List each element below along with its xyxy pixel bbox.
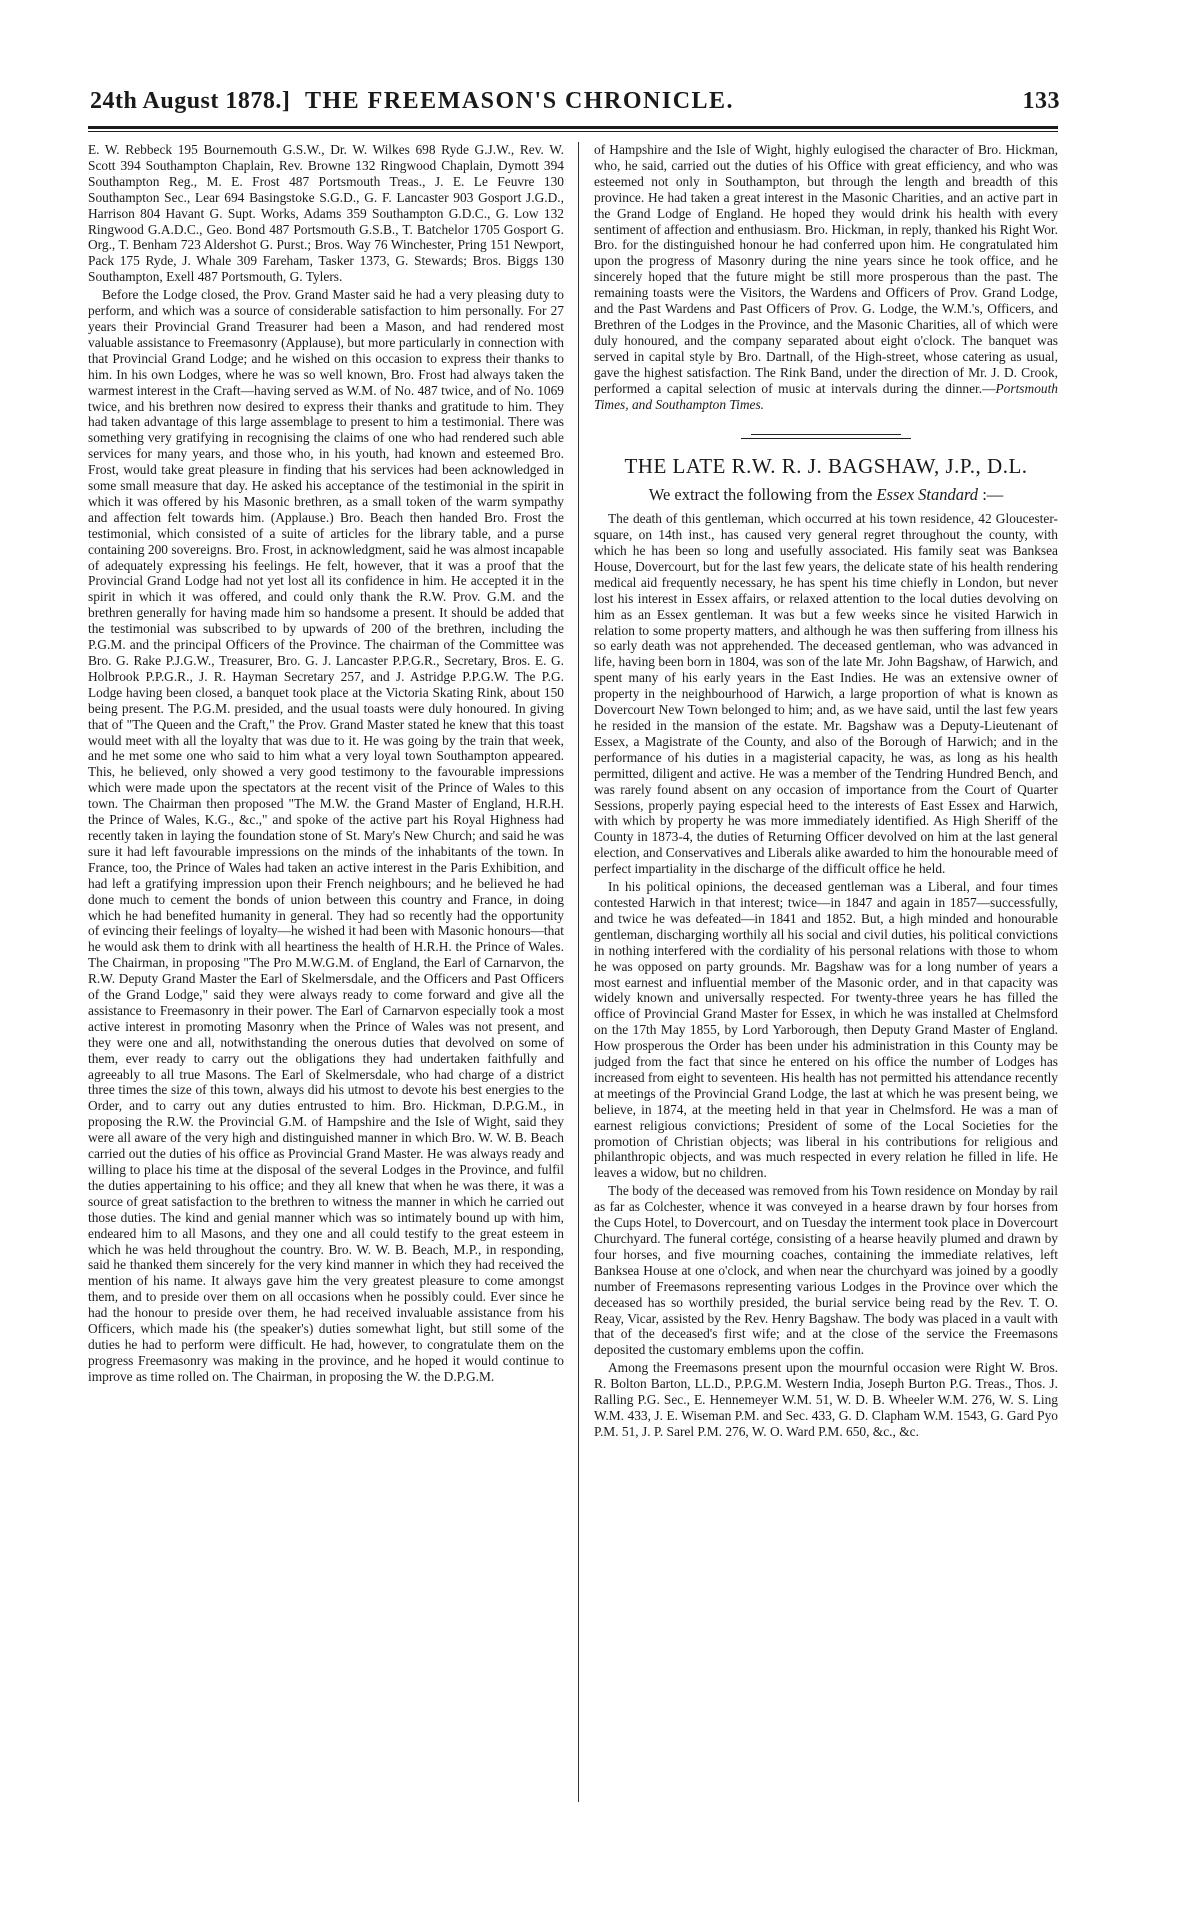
section-rule-bottom — [741, 438, 911, 439]
toast-continuation-paragraph — [594, 142, 1058, 412]
page-number: 133 — [1022, 88, 1060, 114]
subhead-text: We extract the following from the — [648, 485, 877, 505]
newspaper-page — [60, 80, 1080, 1890]
article-subheading — [594, 487, 1058, 503]
subhead-source: Essex Standard — [876, 485, 979, 505]
toast-source: Portsmouth Times, and Southampton Times. — [594, 380, 1058, 412]
section-rule-top — [751, 434, 901, 435]
obituary-paragraph-2: In his political opinions, the deceased gentleman was a Liberal, and four times contested Harwich in that interest; twice—in 1847 and again in 1857—successfully, and twice he was defeated—in 1841 and 1852. But, a high minded and honourable gentleman, discharging worthily all his social and civil duties, his political convictions in nothing interfered with the cordiality of his personal relations with those to whom he was opposed on party grounds. Mr. Bagshaw was for a long number of years a most earnest and influential member of the Masonic order, and in that capacity was widely known and universally respected. For twenty-three years he has filled the office of Provincial Grand Master for Essex, in which he was installed at Chelmsford on the 17th May 1855, by Lord Yarborough, then Deputy Grand Master of England. How prosperous the Order has been under his administration in this County may be judged from the fact that since he entered on his office the number of Lodges has increased from eight to seventeen. His health has not permitted his attendance recently at meetings of the Provincial Grand Lodge, the last at which he was present being, we believe, in 1874, at the meeting held in that year in Chelmsford. He was a man of earnest religious convictions; President of some of the Local Societies for the promotion of Christian objects; was liberal in his contributions for religious and philanthropic objects, and was much respected in every relation he filled in life. He leaves a widow, but no children. — [594, 879, 1058, 1181]
lodge-closing-paragraph: Before the Lodge closed, the Prov. Grand Master said he had a very pleasing duty to perform, and which was a source of considerable satisfaction to him personally. For 27 years their Provincial Grand Treasurer had been a Mason, and had rendered most valuable assistance to Freemasonry (Applause), but more particularly in connection with that Provincial Grand Lodge; and he wished on this occasion to express their thanks to him. In his own Lodges, where he was so well known, Bro. Frost had always taken the warmest interest in the Craft—having served as W.M. of No. 487 twice, and of No. 1069 twice, and his brethren now desired to express their thanks and gratitude to him. They had taken advantage of this large assemblage to present to him a testimonial. There was something very gratifying in recognising the claims of one who had rendered such able services for many years, and those who, in his youth, had known and esteemed Bro. Frost, would take great pleasure in finding that his services had been acknowledged in some small measure that day. He asked his acceptance of the testimonial in the spirit in which it was offered by his Masonic brethren, as a small token of the warm sympathy and affection felt towards him. (Applause.) Bro. Beach then handed Bro. Frost the testimonial, which consisted of a suite of articles for the library table, and a purse containing 200 sovereigns. Bro. Frost, in acknowledgment, said he was almost incapable of adequately expressing his feelings. He felt, however, that it was a proof that the Provincial Grand Lodge had not yet lost all its confidence in him. He accepted it in the spirit in which it was offered, and could only thank the R.W. Prov. G.M. and the brethren generally for having made him so handsome a present. It should be added that the testimonial was subscribed to by upwards of 200 of the brethren, including the P.G.M. and the principal Officers of the Province. The chairman of the Committee was Bro. G. Rake P.J.G.W., Treasurer, Bro. G. J. Lancaster P.P.G.R., Secretary, Bros. E. G. Holbrook P.P.G.R., J. R. Hayman Secretary 257, and J. Astridge P.P.G.W. The P.G. Lodge having been closed, a banquet took place at the Victoria Skating Rink, about 150 being present. The P.G.M. presided, and the usual toasts were duly honoured. In giving that of "The Queen and the Craft," the Prov. Grand Master stated he knew that this toast would meet with all the loyalty that was due to it. He was going by the train that week, and he met some one who said to him what a very loyal town Southampton appeared. This, he believed, only showed a very good testimony to the favourable impressions which were made upon the spectators at the recent visit of the Prince of Wales to this town. The Chairman then proposed "The M.W. the Grand Master of England, H.R.H. the Prince of Wales, K.G., &c.," and spoke of the active part his Royal Highness had recently taken in laying the foundation stone of St. Mary's New Church; and said he was sure it had left favourable impressions on the minds of the inhabitants of the town. In France, too, the Prince of Wales had taken an active interest in the Paris Exhibition, and had left a gratifying impression upon their French neighbours; and he believed he had done much to cement the bonds of union between this country and France, in doing which he had benefited humanity in general. They had so recently had the opportunity of evincing their feelings of loyalty—he wished it had been with Masonic honours—that he would ask them to drink with all heartiness the health of H.R.H. the Prince of Wales. The Chairman, in proposing "The Pro M.W.G.M. of England, the Earl of Carnarvon, the R.W. Deputy Grand Master the Earl of Skelmersdale, and the Officers and Past Officers of the Grand Lodge," said they were always ready to come forward and give all the assistance to Freemasonry in their power. The Earl of Carnarvon especially took a most active interest in promoting Masonry when the Prince of Wales was not present, and they were one and all, notwithstanding the onerous duties that devolved on some of them, ever ready to carry out the obligations they had undertaken faithfully and agreeably to all true Masons. The Earl of Skelmersdale, who had charge of a district three times the size of this town, always did his utmost to devote his best energies to the Order, and to carry out any duties entrusted to him. Bro. Hickman, D.P.G.M., in proposing the R.W. the Provincial G.M. of Hampshire and the Isle of Wight, said they were all aware of the very high and distinguished manner in which Bro. W. W. B. Beach carried out the duties of his office as Provincial Grand Master. He was always ready and willing to place his time at the disposal of the several Lodges in the Province, and fulfil the duties appertaining to his office; and they all knew that when he was there, it was a source of great satisfaction to the brethren to witness the manner in which he carried out those duties. The kind and genial manner which was so intimately bound up with him, endeared him to all Masons, and they one and all could testify to the great esteem in which he was held throughout the country. Bro. W. W. B. Beach, M.P., in responding, said he thanked them sincerely for the very kind manner in which they had received the mention of his name. It always gave him the very greatest pleasure to come amongst them, and to preside over them on all occasions when he possibly could. Ever since he had the honour to preside over them, he had received invaluable assistance from his Officers, which made his (the speaker's) duties somewhat light, but still some of the duties he had to perform were difficult. He had, however, to congratulate them on the progress Freemasonry was making in the province, and he hoped it would continue to improve as time rolled on. The Chairman, in proposing the W. the D.P.G.M. — [88, 287, 564, 1384]
obituary-paragraph-1: The death of this gentleman, which occurred at his town residence, 42 Gloucester-square, on 14th inst., has caused very general regret throughout the county, with which he has been so long and usefully associated. His family seat was Banksea House, Dovercourt, but for the last few years, the delicate state of his health rendering medical aid frequently necessary, he has spent his time chiefly in London, but never lost his interest in Essex affairs, or relaxed attention to the local duties devolving on him as an Essex gentleman. It was but a few weeks since he visited Harwich in relation to some property matters, and although he was then suffering from illness his so early death was not apprehended. The deceased gentleman, who was advanced in life, having been born in 1804, was son of the late Mr. John Bagshaw, of Harwich, and spent many of his early years in the East Indies. He was an extensive owner of property in the neighbourhood of Harwich, a large proportion of what is known as Dovercourt New Town belonged to him; and, as we have said, until the last few years he resided in the mansion of the estate. Mr. Bagshaw was a Deputy-Lieutenant of Essex, a Magistrate of the County, and also of the Borough of Harwich; and in the performance of his duties in a magisterial capacity, he was, as long as his health permitted, diligent and active. He was a member of the Tendring Hundred Bench, and was rarely found absent on any occasion of importance from the Court of Quarter Sessions, properly paying especial heed to the interests of East Essex and Harwich, with which by property he was more immediately identified. As High Sheriff of the County in 1873-4, the duties of Returning Officer devolved on him at the last general election, and Conservatives and Liberals alike awarded to him the honourable meed of perfect impartiality in the discharge of the difficult office he held. — [594, 511, 1058, 877]
publication-title: THE FREEMASON'S CHRONICLE. — [305, 88, 735, 114]
article-heading: THE LATE R.W. R. J. BAGSHAW, J.P., D.L. — [624, 454, 1028, 479]
obituary-paragraph-3: The body of the deceased was removed from his Town residence on Monday by rail as far as Colchester, whence it was conveyed in a hearse drawn by four horses from the Cups Hotel, to Dovercourt, and on Tuesday the interment took place in Dovercourt Churchyard. The funeral cortége, consisting of a hearse heavily plumed and drawn by four horses, and five mourning coaches, containing the immediate relatives, left Banksea House at one o'clock, and when near the churchyard was joined by a goodly number of Freemasons representing various Lodges in the Province over which the deceased has so worthily presided, the burial service being read by the Rev. T. O. Reay, Vicar, assisted by the Rev. Henry Bagshaw. The body was placed in a vault with that of the deceased's first wife; and at the close of the service the Freemasons deposited the customary emblems upon the coffin. — [594, 1183, 1058, 1358]
column-divider — [578, 142, 579, 1802]
header-rule-thin — [88, 131, 1058, 132]
issue-date: 24th August 1878.] — [90, 88, 291, 114]
officer-list-paragraph: E. W. Rebbeck 195 Bournemouth G.S.W., Dr. W. Wilkes 698 Ryde G.J.W., Rev. W. Scott 394 Southampton Chaplain, Rev. Browne 132 Ringwood Chaplain, Dymott 394 Southampton Reg., M. E. Frost 487 Portsmouth Treas., J. E. Le Feuvre 130 Southampton Sec., Lear 694 Basingstoke S.G.D., G. F. Lancaster 903 Gosport J.G.D., Harrison 804 Havant G. Supt. Works, Adams 359 Southampton G.D.C., G. Low 132 Ringwood G.A.D.C., Geo. Bond 487 Portsmouth G.S.B., T. Batchelor 1705 Gosport G. Org., T. Benham 723 Aldershot G. Purst.; Bros. Way 76 Winchester, Pring 151 Newport, Pack 175 Ryde, J. Whale 309 Fareham, Tasker 1373, G. Stewards; Bros. Biggs 130 Southampton, Exell 487 Portsmouth, G. Tylers. — [88, 142, 564, 285]
masthead — [60, 88, 1080, 128]
obituary-paragraph-4: Among the Freemasons present upon the mournful occasion were Right W. Bros. R. Bolton Barton, LL.D., P.P.G.M. Western India, Joseph Burton P.G. Treas., Thos. J. Ralling P.G. Sec., E. Hennemeyer W.M. 51, W. D. B. Wheeler W.M. 276, W. S. Ling W.M. 433, J. E. Wiseman P.M. and Sec. 433, G. D. Clapham W.M. 1543, G. Gard Pyo P.M. 51, J. P. Sarel P.M. 276, W. O. Ward P.M. 650, &c., &c. — [594, 1360, 1058, 1439]
right-column — [594, 142, 1058, 1822]
toast-text: of Hampshire and the Isle of Wight, highly eulogised the character of Bro. Hickman, who, he said, carried out the duties of his Office with great efficiency, and who was esteemed not only in Southampton, but through the length and breadth of this province. He had taken a great interest in the Masonic Charities, and an active part in the Grand Lodge of England. He hoped they would drink his health with every sentiment of affection and enthusiasm. Bro. Hickman, in reply, thanked his Right Wor. Bro. for the distinguished honour he had conferred upon him. He congratulated him upon the progress of Masonry during the nine years since he took office, and he sincerely hoped that the future might be still more prosperous than the past. The remaining toasts were the Visitors, the Wardens and Officers of Prov. Grand Lodge, and the Past Wardens and Past Officers of Prov. G. Lodge, the W.M.'s, Officers, and Brethren of the Lodges in the Province, and the Masonic Charities, all of which were duly honoured, and the company separated about eight o'clock. The banquet was served in capital style by Bro. Dartnall, of the High-street, whose catering as usual, gave the highest satisfaction. The Rink Band, under the direction of Mr. J. D. Crook, performed a capital selection of music at intervals during the dinner.— — [594, 142, 1058, 396]
header-rule-thick — [88, 126, 1058, 129]
left-column — [88, 142, 564, 1822]
subhead-suffix: :— — [978, 485, 1004, 505]
